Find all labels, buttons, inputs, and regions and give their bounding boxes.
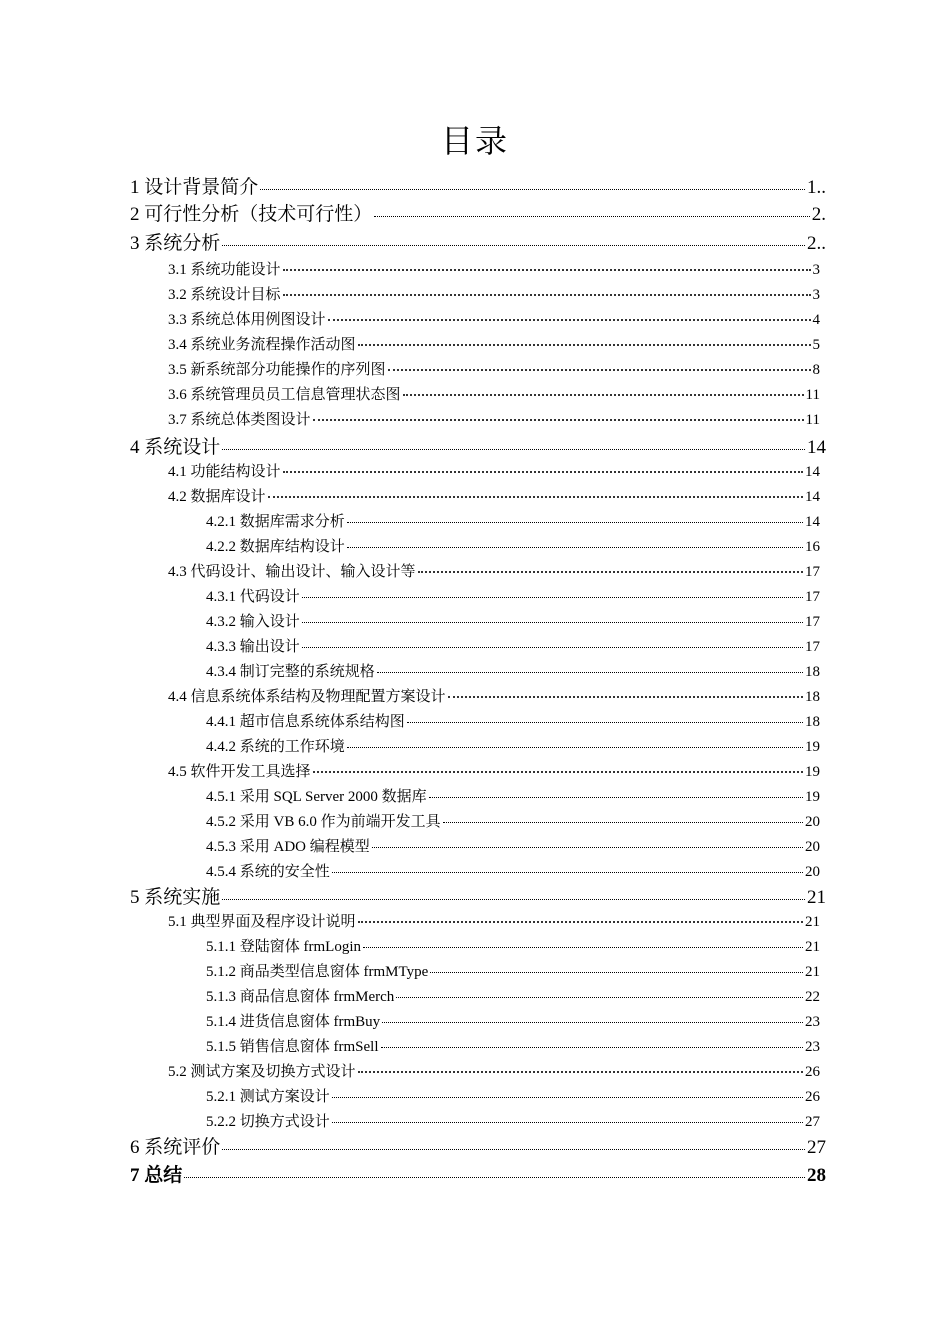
toc-entry-page-number: 2. [811,204,826,225]
toc-entry-label: 5.2.2 切换方式设计 [206,1114,330,1130]
toc-entry-page-number: 20 [805,839,820,855]
toc-entry-label: 4.3.3 输出设计 [206,639,300,655]
toc-entry[interactable] [206,860,820,881]
toc-entry-page-number: 21 [805,914,820,930]
toc-entry[interactable] [168,760,820,781]
toc-entry[interactable] [168,408,820,429]
toc-entry-label: 4.5.3 采用 ADO 编程模型 [206,839,370,855]
toc-entry-label: 3 系统分析 [130,233,221,254]
dot-leader [260,188,805,190]
dot-leader [332,871,803,873]
toc-entry[interactable] [206,835,820,856]
dot-leader [407,721,803,723]
dot-leader [222,448,805,450]
toc-entry[interactable] [206,1010,820,1031]
toc-entry-label: 7 总结 [130,1165,183,1186]
toc-entry-page-number: 17 [805,564,820,580]
toc-entry-page-number: 2.. [807,233,826,254]
toc-entry-label: 5 系统实施 [130,887,221,908]
toc-entry-label: 4.2.1 数据库需求分析 [206,514,345,530]
toc-entry-page-number: 4 [812,312,820,328]
toc-entry-label: 4.1 功能结构设计 [168,464,281,480]
toc-entry-label: 4.5.1 采用 SQL Server 2000 数据库 [206,789,427,805]
toc-entry[interactable] [168,460,820,481]
dot-leader [358,343,811,346]
toc-entry-label: 3.6 系统管理员员工信息管理状态图 [168,387,401,403]
toc-entry-page-number: 19 [805,739,820,755]
toc-entry-page-number: 18 [805,714,820,730]
toc-entry-label: 4.3.1 代码设计 [206,589,300,605]
toc-entry-page-number: 8 [812,362,820,378]
toc-entry-page-number: 22 [805,989,820,1005]
dot-leader [372,846,803,848]
toc-entry[interactable] [206,1085,820,1106]
dot-leader [332,1121,803,1123]
dot-leader [302,621,803,623]
toc-entry-label: 3.3 系统总体用例图设计 [168,312,326,328]
dot-leader [377,671,803,673]
toc-entry-page-number: 21 [805,939,820,955]
toc-entry-label: 5.2 测试方案及切换方式设计 [168,1064,356,1080]
toc-entry-label: 4.5.2 采用 VB 6.0 作为前端开发工具 [206,814,441,830]
toc-entry[interactable] [130,1160,826,1187]
toc-entry[interactable] [206,610,820,631]
toc-entry-page-number: 3 [812,262,820,278]
toc-entry-label: 6 系统评价 [130,1137,221,1158]
dot-leader [374,215,809,217]
toc-entry-label: 4.3 代码设计、输出设计、输入设计等 [168,564,416,580]
toc-entry-page-number: 14 [805,514,820,530]
toc-entry[interactable] [206,510,820,531]
toc-entry-page-number: 18 [805,689,820,705]
dot-leader [332,1096,803,1098]
dot-leader [358,1070,803,1073]
dot-leader [363,946,803,948]
toc-entry-page-number: 11 [805,387,820,403]
toc-entry-label: 1 设计背景简介 [130,177,259,198]
toc-entry-page-number: 11 [805,412,820,428]
toc-entry-page-number: 14 [807,437,826,458]
toc-entry-page-number: 14 [805,464,820,480]
dot-leader [313,770,803,773]
toc-entry[interactable] [130,882,826,909]
toc-entry-label: 5.1.2 商品类型信息窗体 frmMType [206,964,429,980]
toc-entry-page-number: 23 [805,1039,820,1055]
toc-entry[interactable] [206,660,820,681]
toc-entry[interactable] [206,785,820,806]
dot-leader [429,796,803,798]
dot-leader [358,920,803,923]
toc-entry[interactable] [168,358,820,379]
toc-entry[interactable] [168,258,820,279]
toc-entry[interactable] [130,172,826,199]
toc-entry[interactable] [130,432,826,459]
dot-leader [222,1148,805,1150]
dot-leader [283,293,811,296]
toc-entry-label: 4.4 信息系统体系结构及物理配置方案设计 [168,689,446,705]
dot-leader [222,244,805,246]
toc-entry[interactable] [206,985,820,1006]
toc-entry-label: 4.5 软件开发工具选择 [168,764,311,780]
toc-entry[interactable] [168,383,820,404]
toc-entry-page-number: 20 [805,864,820,880]
toc-entry[interactable] [168,283,820,304]
dot-leader [448,695,803,698]
toc-entry[interactable] [168,333,820,354]
toc-entry-page-number: 16 [805,539,820,555]
toc-entry-label: 5.1 典型界面及程序设计说明 [168,914,356,930]
toc-entry[interactable] [206,535,820,556]
toc-entry[interactable] [130,1132,826,1159]
dot-leader [184,1176,805,1178]
dot-leader [302,646,803,648]
toc-entry[interactable] [206,635,820,656]
dot-leader [347,746,803,748]
toc-entry-page-number: 19 [805,764,820,780]
toc-entry[interactable] [168,910,820,931]
toc-entry-label: 4.3.4 制订完整的系统规格 [206,664,375,680]
toc-entry[interactable] [206,960,820,981]
toc-entry-page-number: 1.. [807,177,826,198]
toc-entry-label: 4.2 数据库设计 [168,489,266,505]
toc-entry-page-number: 17 [805,614,820,630]
dot-leader [283,268,811,271]
toc-entry-page-number: 18 [805,664,820,680]
dot-leader [222,898,805,900]
dot-leader [313,418,804,421]
dot-leader [418,570,803,573]
toc-entry-page-number: 21 [807,887,826,908]
toc-entry-label: 5.2.1 测试方案设计 [206,1089,330,1105]
toc-entry-page-number: 5 [812,337,820,353]
toc-entry-page-number: 14 [805,489,820,505]
toc-entry-label: 3.5 新系统部分功能操作的序列图 [168,362,386,378]
toc-entry-label: 3.2 系统设计目标 [168,287,281,303]
toc-entry-page-number: 26 [805,1089,820,1105]
toc-entry[interactable] [130,228,826,255]
toc-entry-label: 4.4.1 超市信息系统体系结构图 [206,714,405,730]
toc-entry[interactable] [206,810,820,831]
dot-leader [328,318,811,321]
dot-leader [381,1046,804,1048]
toc-entry[interactable] [168,685,820,706]
toc-entry-label: 4.2.2 数据库结构设计 [206,539,345,555]
toc-entry-label: 3.4 系统业务流程操作活动图 [168,337,356,353]
toc-entry[interactable] [168,560,820,581]
toc-entry-page-number: 27 [807,1137,826,1158]
dot-leader [268,495,803,498]
toc-entry-page-number: 3 [812,287,820,303]
dot-leader [302,596,803,598]
dot-leader [388,368,811,371]
toc-entry-label: 4.3.2 输入设计 [206,614,300,630]
toc-entry-label: 5.1.1 登陆窗体 frmLogin [206,939,361,955]
toc-entry-label: 4 系统设计 [130,437,221,458]
dot-leader [403,393,804,396]
toc-entry-page-number: 20 [805,814,820,830]
toc-entry[interactable] [168,1060,820,1081]
dot-leader [283,470,803,473]
dot-leader [443,821,803,823]
toc-entry-page-number: 28 [807,1165,826,1186]
toc-entry-label: 4.4.2 系统的工作环境 [206,739,345,755]
toc-entry-label: 5.1.5 销售信息窗体 frmSell [206,1039,379,1055]
toc-entry-page-number: 21 [805,964,820,980]
toc-entry-label: 3.1 系统功能设计 [168,262,281,278]
dot-leader [396,996,803,998]
toc-entry-page-number: 23 [805,1014,820,1030]
toc-entry[interactable] [168,485,820,506]
toc-entry[interactable] [206,585,820,606]
toc-entry[interactable] [206,1110,820,1131]
dot-leader [430,971,803,973]
toc-entry[interactable] [168,308,820,329]
toc-entry[interactable] [206,935,820,956]
dot-leader [347,546,803,548]
toc-entry-page-number: 17 [805,639,820,655]
page-title: 目录 [440,123,509,159]
toc-entry-page-number: 19 [805,789,820,805]
dot-leader [347,521,803,523]
toc-entry[interactable] [206,735,820,756]
toc-entry[interactable] [206,1035,820,1056]
toc-entry[interactable] [130,199,826,226]
toc-entry-label: 4.5.4 系统的安全性 [206,864,330,880]
toc-entry-page-number: 26 [805,1064,820,1080]
toc-entry-label: 5.1.4 进货信息窗体 frmBuy [206,1014,381,1030]
toc-entry-page-number: 17 [805,589,820,605]
toc-entry[interactable] [206,710,820,731]
toc-entry-page-number: 27 [805,1114,820,1130]
dot-leader [382,1021,803,1023]
toc-entry-label: 3.7 系统总体类图设计 [168,412,311,428]
toc-entry-label: 5.1.3 商品信息窗体 frmMerch [206,989,395,1005]
toc-entry-label: 2 可行性分析（技术可行性） [130,204,373,225]
